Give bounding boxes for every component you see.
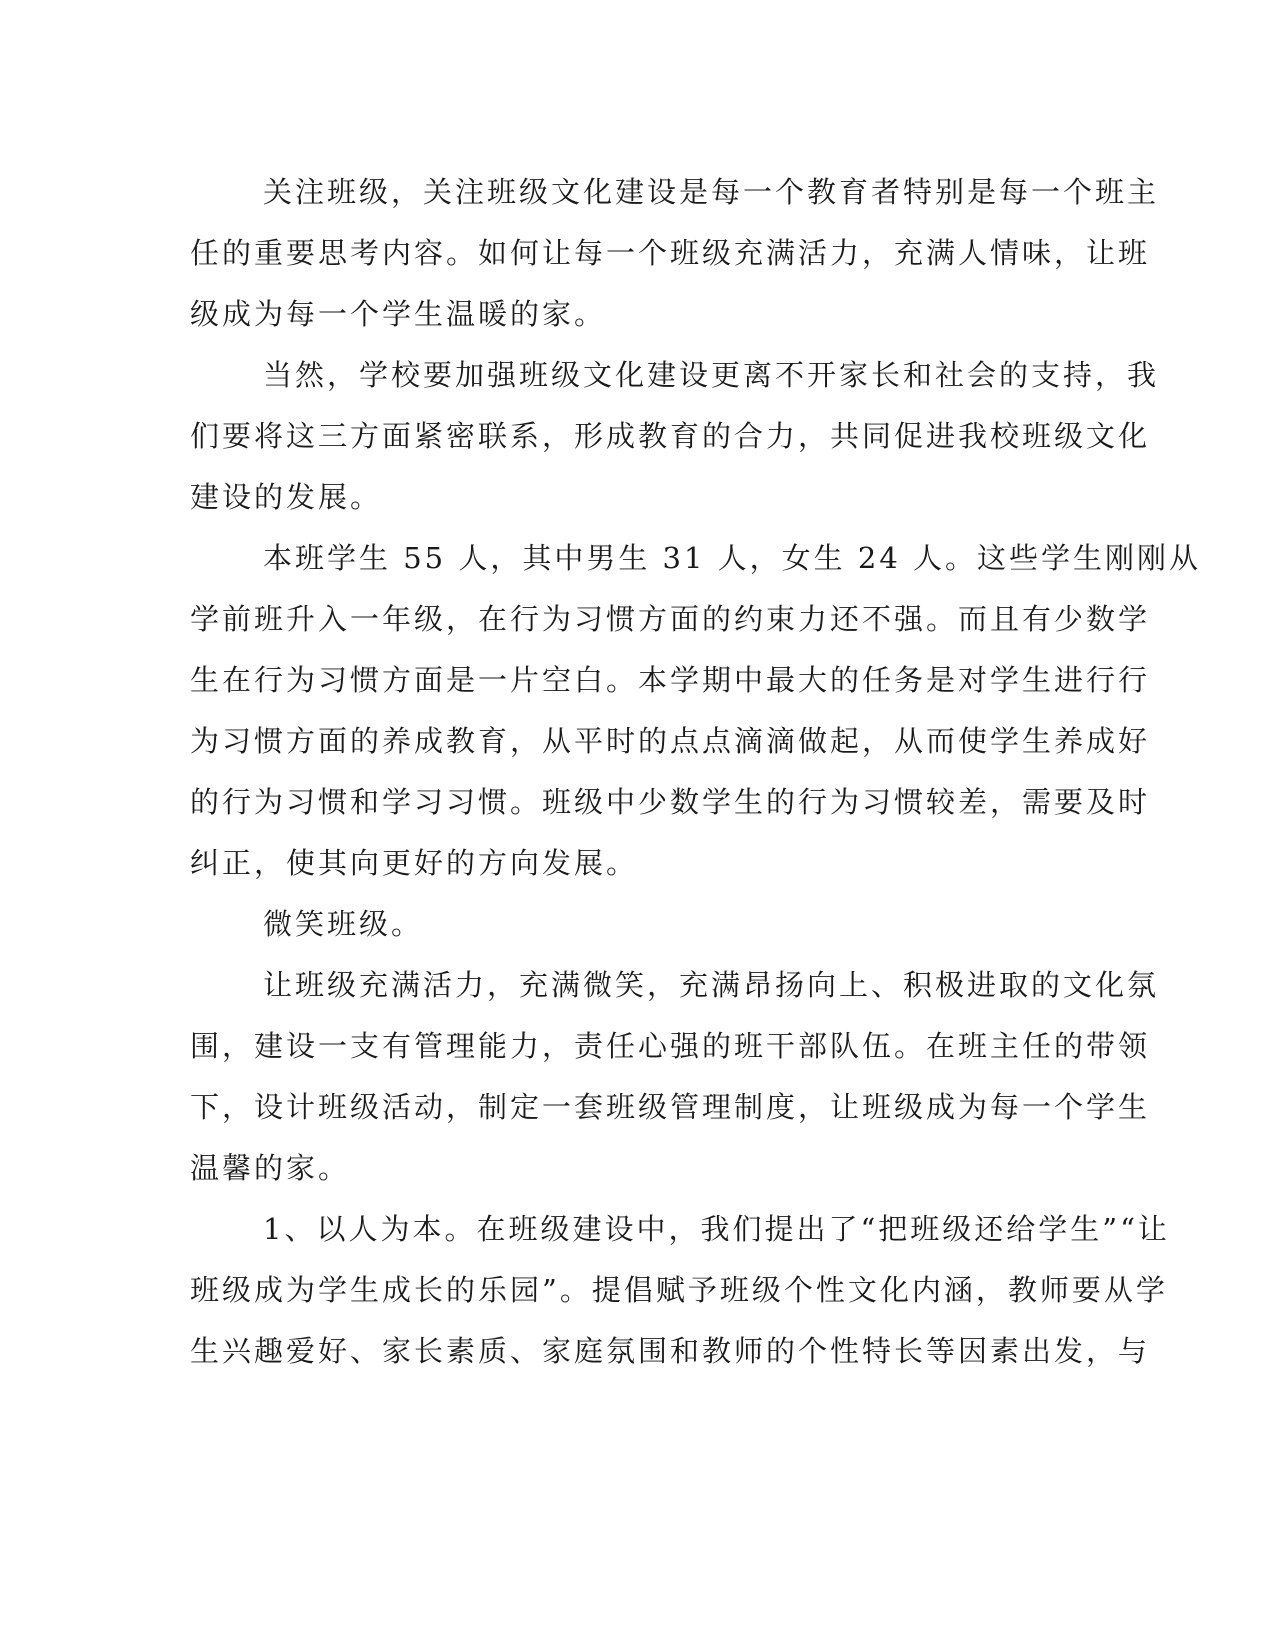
text-line: 学前班升入一年级，在行为习惯方面的约束力还不强。而且有少数学 <box>190 602 1151 636</box>
paragraph-family-society-support <box>190 345 1160 528</box>
text-line: 下，设计班级活动，制定一套班级管理制度，让班级成为每一个学生 <box>190 1090 1151 1124</box>
text-line: 当然，学校要加强班级文化建设更离不开家长和社会的支持，我 <box>263 358 1160 392</box>
text-line: 任的重要思考内容。如何让每一个班级充满活力，充满人情味，让班 <box>190 236 1151 270</box>
text-line: 级成为每一个学生温暖的家。 <box>190 297 607 331</box>
paragraph-people-oriented <box>190 1199 1170 1382</box>
document-body <box>190 162 1202 1382</box>
text-line: 关注班级，关注班级文化建设是每一个教育者特别是每一个班主 <box>263 175 1160 209</box>
text-line: 温馨的家。 <box>190 1151 351 1185</box>
text-line: 建设的发展。 <box>190 480 383 514</box>
text-line: 为习惯方面的养成教育，从平时的点点滴滴做起，从而使学生养成好 <box>190 724 1151 758</box>
text-line: 们要将这三方面紧密联系，形成教育的合力，共同促进我校班级文化 <box>190 419 1151 453</box>
text-line: 微笑班级。 <box>263 907 424 941</box>
text-line: 的行为习惯和学习习惯。班级中少数学生的行为习惯较差，需要及时 <box>190 785 1151 819</box>
text-line: 班级成为学生成长的乐园”。提倡赋予班级个性文化内涵，教师要从学 <box>190 1273 1168 1307</box>
paragraph-class-culture <box>190 162 1160 345</box>
paragraph-class-situation <box>190 528 1202 894</box>
text-line: 围，建设一支有管理能力，责任心强的班干部队伍。在班主任的带领 <box>190 1029 1151 1063</box>
paragraph-smile-class-heading <box>190 894 1085 955</box>
text-line: 纠正，使其向更好的方向发展。 <box>190 846 639 880</box>
text-line: 生在行为习惯方面是一片空白。本学期中最大的任务是对学生进行行 <box>190 663 1151 697</box>
paragraph-smile-class-goal <box>190 955 1160 1199</box>
text-line: 本班学生 55 人，其中男生 31 人，女生 24 人。这些学生刚刚从 <box>263 541 1202 575</box>
text-line: 1、以人为本。在班级建设中，我们提出了“把班级还给学生”“让 <box>263 1212 1170 1246</box>
text-line: 让班级充满活力，充满微笑，充满昂扬向上、积极进取的文化氛 <box>263 968 1160 1002</box>
text-line: 生兴趣爱好、家长素质、家庭氛围和教师的个性特长等因素出发，与 <box>190 1334 1151 1368</box>
